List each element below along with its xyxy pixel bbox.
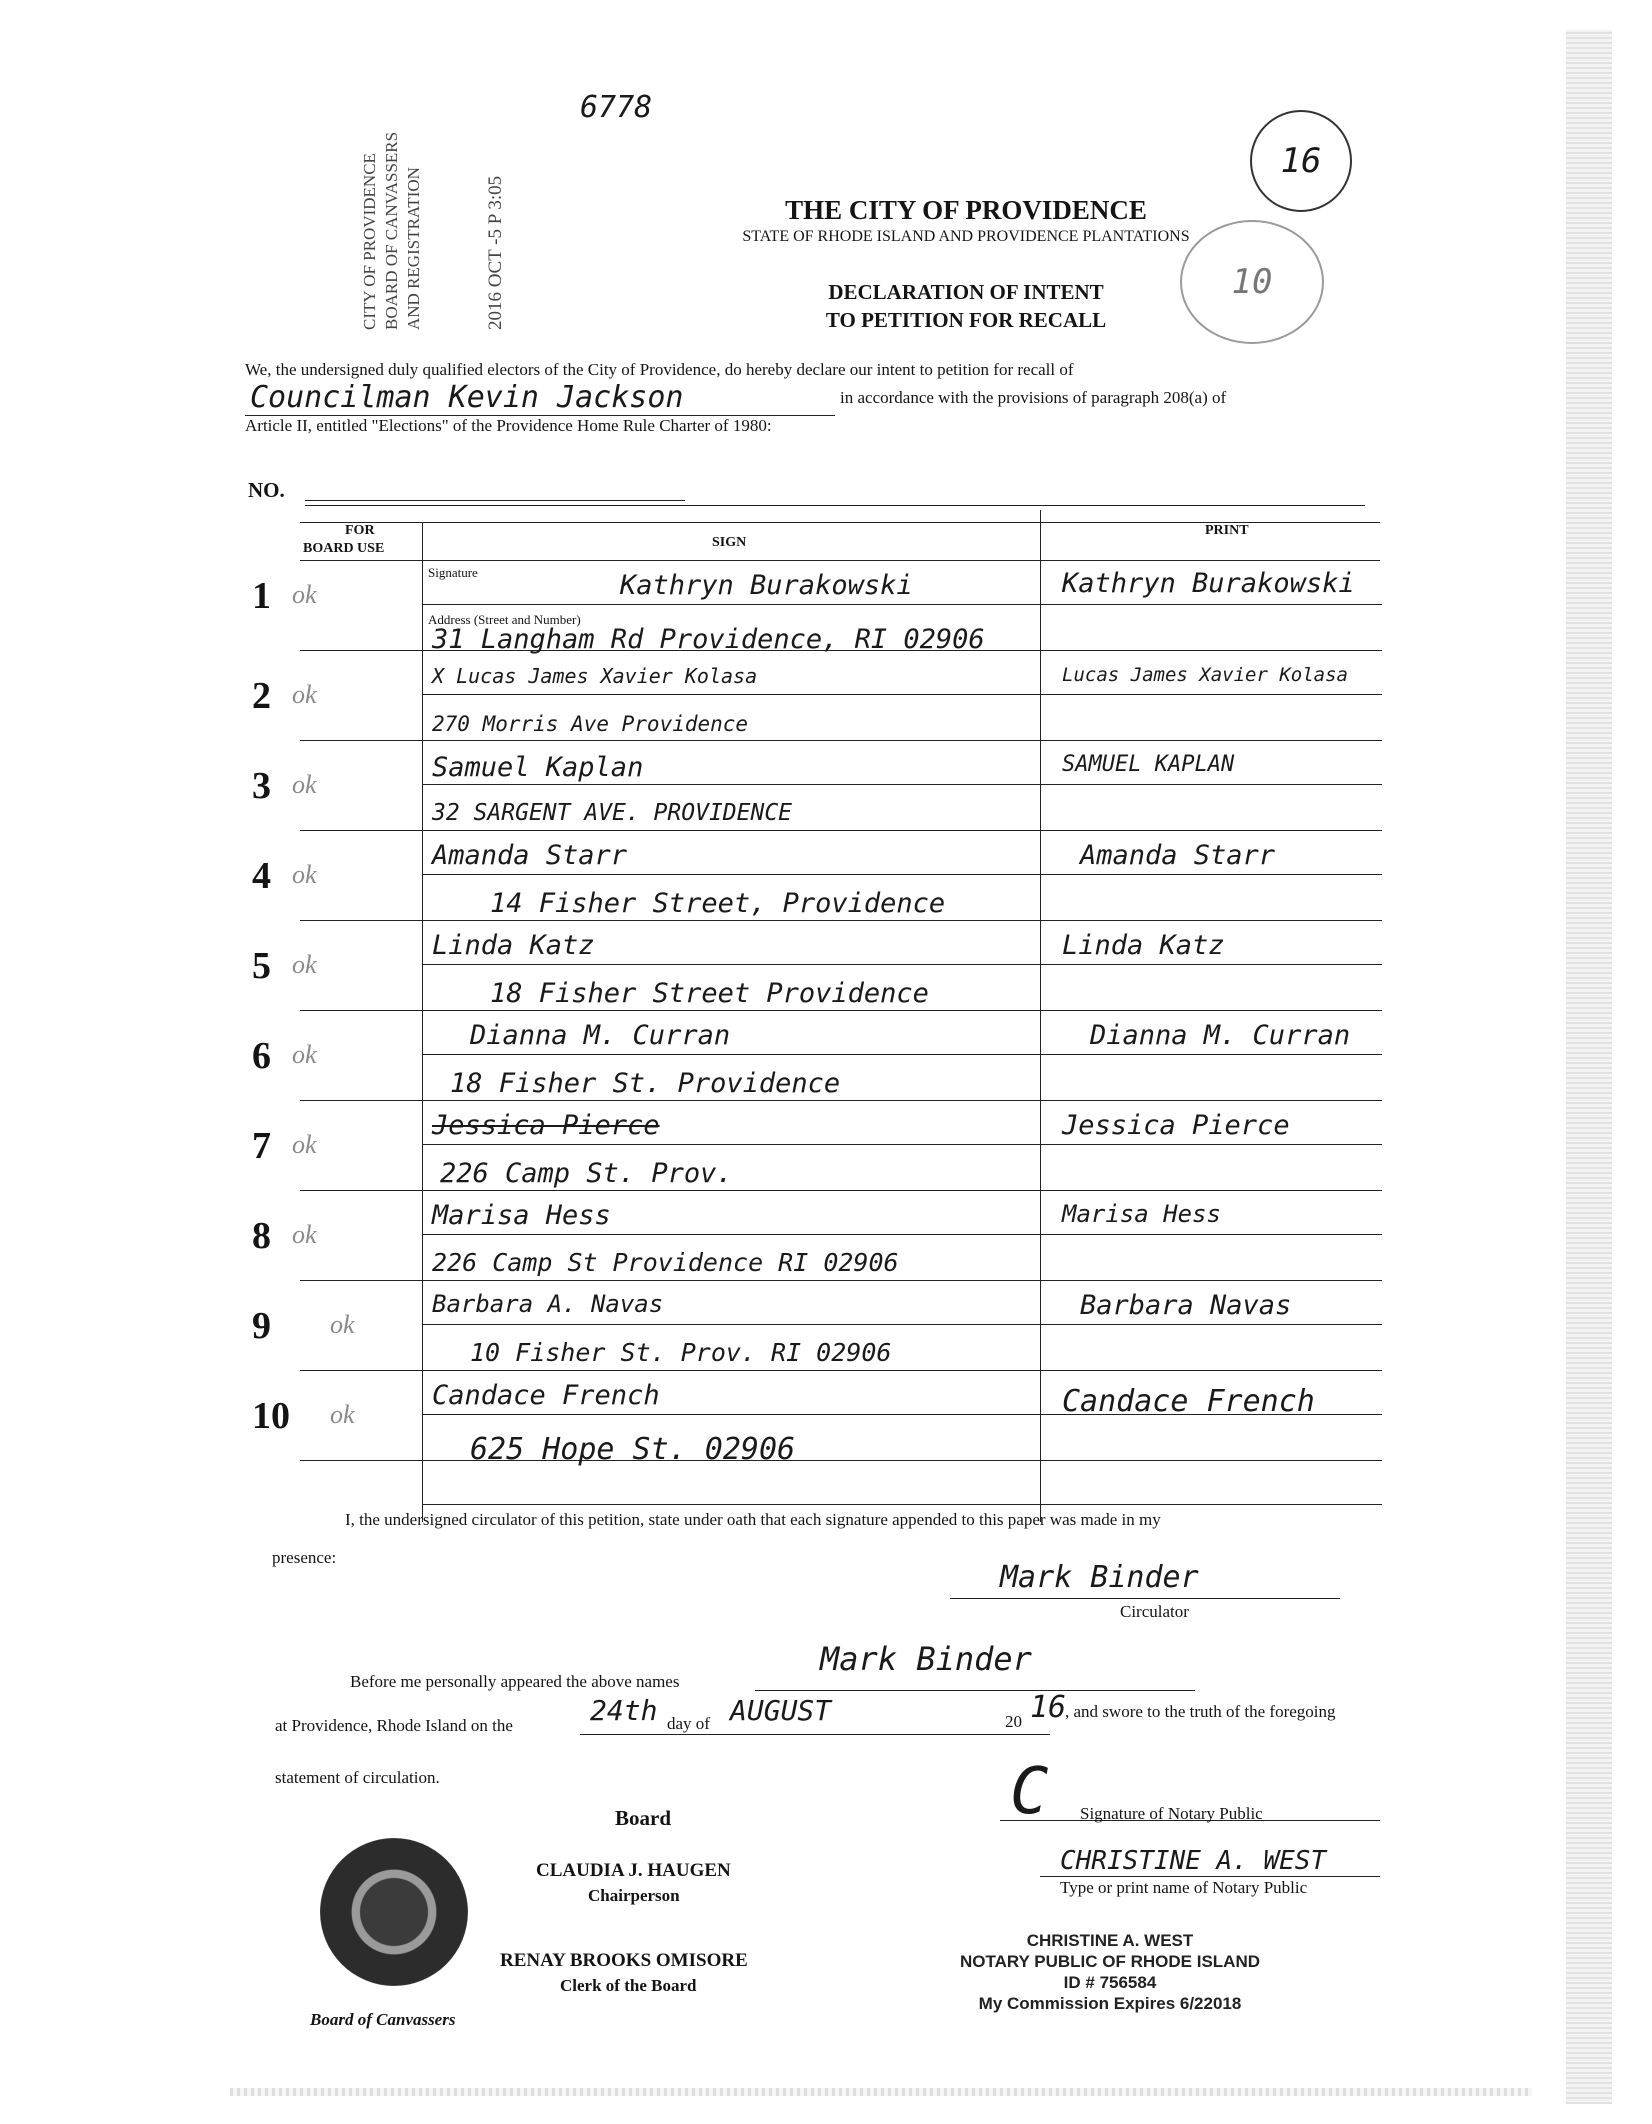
scan-bottom-noise <box>230 2088 1532 2096</box>
row-number: 5 <box>252 945 271 987</box>
signer-address: 625 Hope St. 02906 <box>470 1432 796 1467</box>
recall-name: Councilman Kevin Jackson <box>250 380 684 415</box>
row-number: 4 <box>252 855 271 897</box>
signer-signature: Marisa Hess <box>432 1200 611 1231</box>
board-check-mark: ok <box>330 1400 355 1429</box>
signer-signature: Jessica Pierce <box>432 1110 660 1141</box>
board-check-mark: ok <box>292 770 317 799</box>
row-number: 10 <box>252 1395 290 1437</box>
row-number: 6 <box>252 1035 271 1077</box>
board-check-mark: ok <box>292 1040 317 1069</box>
signer-printed-name: Kathryn Burakowski <box>1062 568 1355 599</box>
row-number: 3 <box>252 765 271 807</box>
print-header: PRINT <box>1205 523 1249 538</box>
signer-printed-name: Jessica Pierce <box>1062 1110 1290 1141</box>
signer-printed-name: Marisa Hess <box>1062 1200 1221 1228</box>
before-me-text: Before me personally appeared the above names <box>350 1672 680 1691</box>
circulator-line <box>950 1598 1340 1599</box>
signer-printed-name: Linda Katz <box>1062 930 1225 961</box>
address-field-label: Address (Street and Number) <box>428 612 581 627</box>
circulator-signature: Mark Binder <box>1000 1560 1199 1595</box>
board-check-mark: ok <box>292 1220 317 1249</box>
signature-field-label: Signature <box>428 565 478 580</box>
notary-stamp-line-1: CHRISTINE A. WEST <box>1026 1931 1194 1950</box>
signer-printed-name: Lucas James Xavier Kolasa <box>1062 664 1348 686</box>
oath-text-presence: presence: <box>272 1548 337 1567</box>
swore-text: , and swore to the truth of the foregoing <box>1065 1702 1336 1721</box>
appeared-name: Mark Binder <box>820 1640 1032 1678</box>
city-seal-icon <box>320 1838 468 1986</box>
chairperson-title: Chairperson <box>588 1886 680 1905</box>
signer-signature: Samuel Kaplan <box>432 752 644 783</box>
board-of-canvassers-label: Board of Canvassers <box>310 2010 456 2029</box>
row-number: 1 <box>252 575 271 617</box>
oath-text: I, the undersigned circulator of this petition, state under oath that each signature appended to this paper was made in my <box>345 1510 1161 1529</box>
row-number: 9 <box>252 1305 271 1347</box>
circled-page-number-text: 16 <box>1280 141 1322 181</box>
board-use-header-1: FOR <box>345 523 375 538</box>
signer-signature: Barbara A. Navas <box>432 1290 664 1318</box>
notary-name-line <box>1040 1876 1380 1877</box>
signer-signature: Amanda Starr <box>432 840 628 871</box>
at-providence-text: at Providence, Rhode Island on the <box>275 1716 513 1735</box>
city-title: THE CITY OF PROVIDENCE <box>785 195 1147 225</box>
signer-printed-name: Amanda Starr <box>1080 840 1276 871</box>
table-top-line <box>305 505 1365 506</box>
signer-signature: Linda Katz <box>432 930 595 961</box>
notary-stamp-line-4: My Commission Expires 6/22018 <box>978 1994 1242 2013</box>
statement-text: statement of circulation. <box>275 1768 440 1787</box>
sign-column-left <box>422 522 423 1522</box>
state-subtitle: STATE OF RHODE ISLAND AND PROVIDENCE PLANTATIONS <box>742 228 1190 245</box>
chairperson-name: CLAUDIA J. HAUGEN <box>536 1860 731 1881</box>
notary-month: AUGUST <box>730 1694 832 1727</box>
signer-address: 270 Morris Ave Providence <box>432 712 749 736</box>
signer-address: 226 Camp St. Prov. <box>440 1158 733 1189</box>
signer-printed-name: Barbara Navas <box>1080 1290 1292 1321</box>
notary-signature: C <box>1010 1755 1049 1829</box>
received-stamp-line-1: CITY OF PROVIDENCE <box>360 153 379 330</box>
declaration-title-1: DECLARATION OF INTENT <box>828 280 1104 304</box>
received-stamp-line-3: AND REGISTRATION <box>404 167 423 330</box>
signer-signature: X Lucas James Xavier Kolasa <box>432 664 758 688</box>
board-check-mark: ok <box>292 580 317 609</box>
signer-address: 31 Langham Rd Providence, RI 02906 <box>432 624 985 655</box>
signer-signature: Dianna M. Curran <box>470 1020 731 1051</box>
received-stamp-date: 2016 OCT -5 P 3:05 <box>485 175 506 330</box>
clerk-title: Clerk of the Board <box>560 1976 697 1995</box>
header-bottom-line <box>300 522 1380 523</box>
intro-line-2: in accordance with the provisions of paragraph 208(a) of <box>840 388 1227 407</box>
signer-address: 10 Fisher St. Prov. RI 02906 <box>470 1338 892 1367</box>
notary-stamp-line-3: ID # 756584 <box>1063 1973 1157 1992</box>
signer-address: 14 Fisher Street, Providence <box>490 888 946 919</box>
notary-stamp-line-2: NOTARY PUBLIC OF RHODE ISLAND <box>959 1952 1261 1971</box>
notary-year: 16 <box>1030 1690 1067 1725</box>
board-title: Board <box>615 1806 672 1830</box>
circled-tally-text: 10 <box>1231 262 1273 302</box>
row-number: 8 <box>252 1215 271 1257</box>
board-check-mark: ok <box>330 1310 355 1339</box>
board-use-header-2: BOARD USE <box>303 541 385 556</box>
intro-line-1: We, the undersigned duly qualified electors of the City of Providence, do hereby declare our intent to petition for recall of <box>245 360 1074 379</box>
signer-signature: Kathryn Burakowski <box>620 570 913 601</box>
declaration-title-2: TO PETITION FOR RECALL <box>825 308 1107 332</box>
row-number: 2 <box>252 675 271 717</box>
signer-address: 226 Camp St Providence RI 02906 <box>432 1248 899 1277</box>
appeared-name-line <box>755 1690 1195 1691</box>
signer-signature: Candace French <box>432 1380 660 1411</box>
notary-printed-name: CHRISTINE A. WEST <box>1060 1846 1327 1876</box>
notary-day: 24th <box>590 1694 658 1727</box>
circulator-label: Circulator <box>1120 1602 1189 1621</box>
received-stamp-line-2: BOARD OF CANVASSERS <box>382 131 401 330</box>
sign-header: SIGN <box>712 535 747 550</box>
month-line <box>580 1734 1050 1735</box>
scan-edge-noise <box>1566 30 1612 2104</box>
board-check-mark: ok <box>292 680 317 709</box>
top-handwritten-number: 6778 <box>580 90 653 125</box>
intro-line-3: Article II, entitled "Elections" of the Providence Home Rule Charter of 1980: <box>245 416 772 435</box>
header-sub-line <box>300 560 1380 561</box>
signer-printed-name: Candace French <box>1062 1384 1315 1419</box>
signer-address: 18 Fisher Street Providence <box>490 978 929 1009</box>
board-check-mark: ok <box>292 860 317 889</box>
row-number: 7 <box>252 1125 271 1167</box>
year-prefix: 20 <box>1005 1712 1022 1731</box>
notary-name-label: Type or print name of Notary Public <box>1060 1878 1308 1897</box>
notary-signature-label: Signature of Notary Public <box>1080 1804 1263 1823</box>
number-field-line <box>305 500 685 501</box>
clerk-name: RENAY BROOKS OMISORE <box>500 1950 748 1971</box>
signer-address: 32 SARGENT AVE. PROVIDENCE <box>432 800 793 826</box>
signer-printed-name: Dianna M. Curran <box>1090 1020 1351 1051</box>
notary-stamp <box>950 1930 1270 2014</box>
number-label: NO. <box>248 478 285 502</box>
board-check-mark: ok <box>292 1130 317 1159</box>
board-check-mark: ok <box>292 950 317 979</box>
signer-printed-name: SAMUEL KAPLAN <box>1062 752 1235 777</box>
day-of-text: day of <box>667 1714 710 1733</box>
signer-address: 18 Fisher St. Providence <box>450 1068 841 1099</box>
